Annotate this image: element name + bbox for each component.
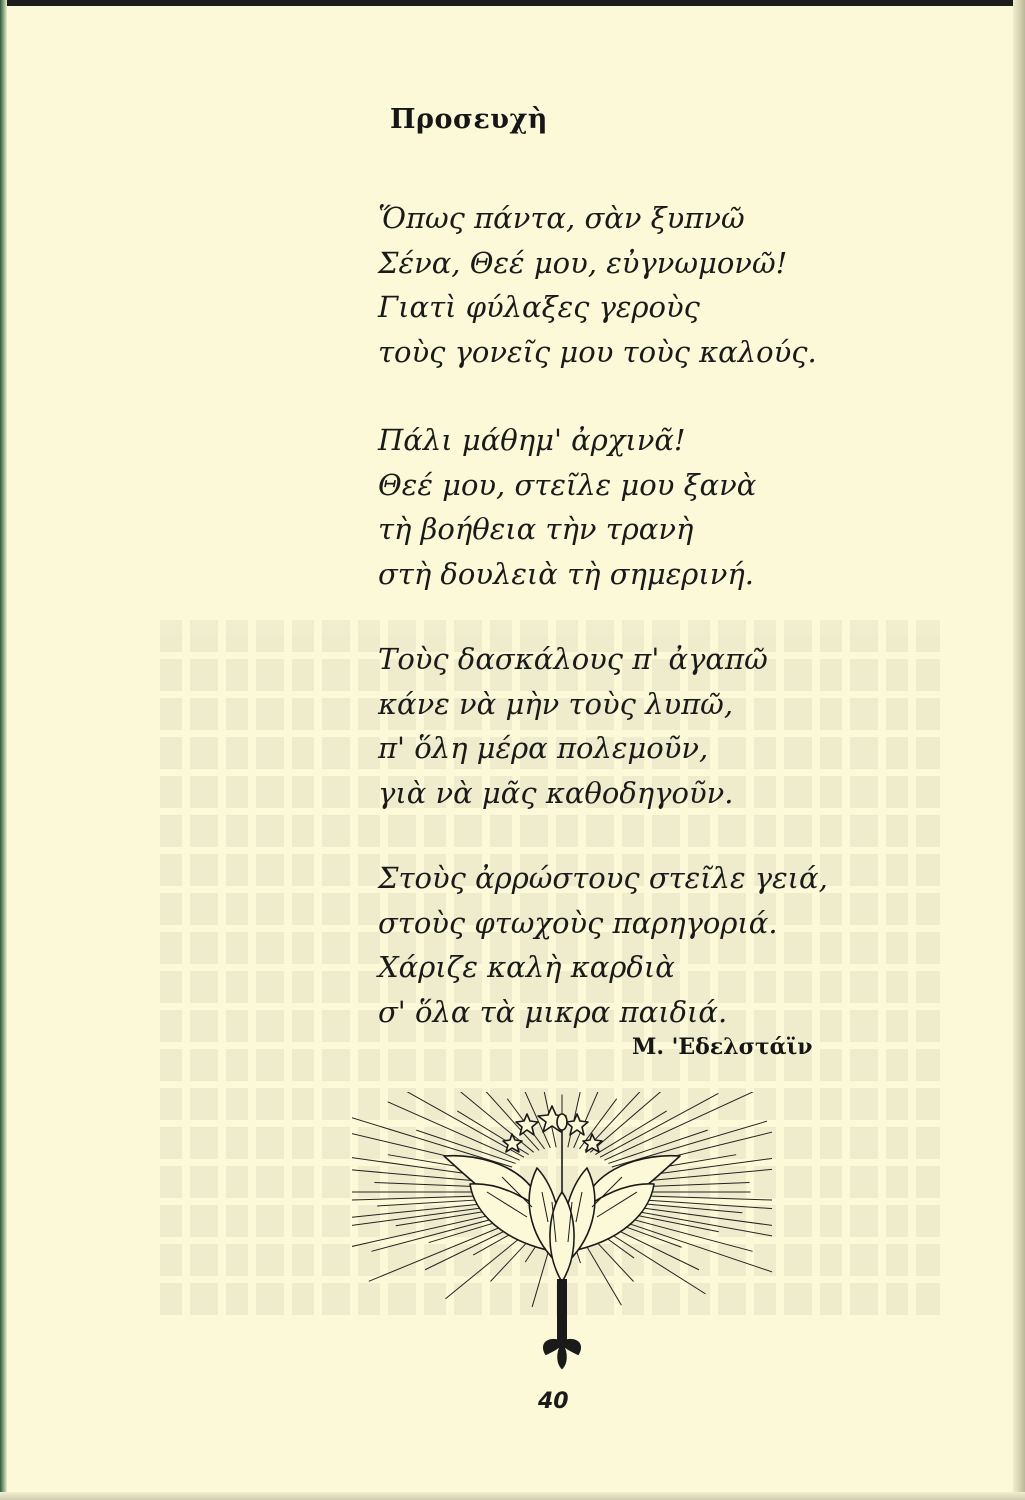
poem-author: Μ. 'Εδελστάϊν [632, 1034, 813, 1060]
ray-line [388, 1102, 520, 1160]
poem-title: Προσευχὴ [390, 104, 548, 135]
page-number: 40 [538, 1389, 569, 1414]
verse-line: σ' ὅλα τὰ μικρα παιδιά. [378, 994, 728, 1029]
page-top-edge [0, 0, 1025, 6]
verse-line: Γιατὶ φύλαξες γεροὺς [378, 290, 700, 324]
verse-line: Τοὺς δασκάλους π' ἀγαπῶ [378, 642, 768, 676]
verse-line: στοὺς φτωχοὺς παρηγοριά. [378, 905, 778, 940]
stanza-1 [378, 196, 817, 374]
stanza-4 [378, 856, 828, 1034]
verse-line: γιὰ νὰ μᾶς καθοδηγοῦν. [378, 775, 734, 810]
verse-line: Χάριζε καλὴ καρδιὰ [378, 950, 675, 984]
verse-line: Στοὺς ἀρρώστους στεῖλε γειά, [378, 861, 828, 895]
stanza-2 [378, 418, 756, 596]
ray-line [574, 1092, 622, 1148]
page-right-edge [1013, 0, 1025, 1500]
verse-line: Θεέ μου, στεῖλε μου ξανὰ [378, 467, 757, 502]
flower-vignette-icon [352, 1092, 772, 1382]
verse-line: τοὺς γονεῖς μου τοὺς καλούς. [378, 334, 817, 369]
verse-line: Πάλι μάθημ' ἀρχινᾶ! [378, 423, 686, 457]
verse-line: π' ὅλη μέρα πολεμοῦν, [378, 731, 709, 765]
verse-line: Σένα, Θεέ μου, εὐγνωμονῶ! [378, 245, 788, 280]
page-bottom-edge [0, 1492, 1025, 1500]
verse-line: στὴ δουλειὰ τὴ σημερινή. [378, 556, 754, 591]
page-left-edge [0, 0, 7, 1500]
verse-line: Ὅπως πάντα, σὰν ξυπνῶ [378, 201, 745, 235]
verse-line: τὴ βοήθεια τὴν τρανὴ [378, 512, 694, 546]
verse-line: κάνε νὰ μὴν τοὺς λυπῶ, [378, 686, 734, 721]
stanza-3 [378, 637, 768, 815]
ray-line [600, 1093, 718, 1157]
